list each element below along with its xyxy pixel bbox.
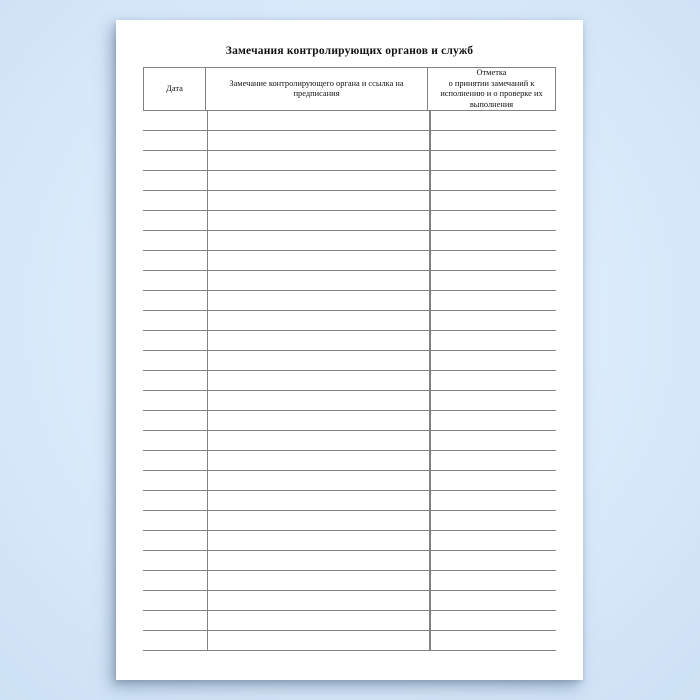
column-header-date-label: Дата (166, 83, 183, 93)
table-row (143, 151, 556, 171)
table-body (143, 111, 556, 651)
table-row (143, 271, 556, 291)
table-row (143, 311, 556, 331)
table-row (143, 171, 556, 191)
column-header-acceptance-mark-line2: о принятии замечаний к исполнению и о проверке их выполнения (440, 78, 543, 109)
table-row (143, 511, 556, 531)
table-row (143, 431, 556, 451)
column-divider-remark (429, 111, 430, 651)
column-divider-date (207, 111, 208, 651)
table-row (143, 371, 556, 391)
table-row (143, 291, 556, 311)
table-row (143, 491, 556, 511)
table-row (143, 411, 556, 431)
column-header-acceptance-mark (428, 68, 555, 110)
table-row (143, 551, 556, 571)
table-row (143, 611, 556, 631)
document-page (116, 20, 583, 680)
table-row (143, 211, 556, 231)
table-row (143, 191, 556, 211)
remarks-table (143, 67, 556, 651)
table-row (143, 251, 556, 271)
table-row (143, 591, 556, 611)
column-header-acceptance-mark-line1: Отметка (476, 68, 507, 77)
table-row (143, 351, 556, 371)
table-row (143, 391, 556, 411)
column-header-remark-label: Замечание контролирующего органа и ссылка на предписания (229, 78, 404, 98)
table-row (143, 471, 556, 491)
table-row (143, 131, 556, 151)
table-row (143, 331, 556, 351)
table-row (143, 231, 556, 251)
table-row (143, 451, 556, 471)
column-header-remark (206, 68, 428, 110)
page-title: Замечания контролирующих органов и служб (225, 45, 474, 57)
table-row (143, 531, 556, 551)
column-header-date (144, 68, 206, 110)
table-header-row (143, 67, 556, 111)
table-row (143, 111, 556, 131)
table-row (143, 571, 556, 591)
table-row (143, 631, 556, 651)
